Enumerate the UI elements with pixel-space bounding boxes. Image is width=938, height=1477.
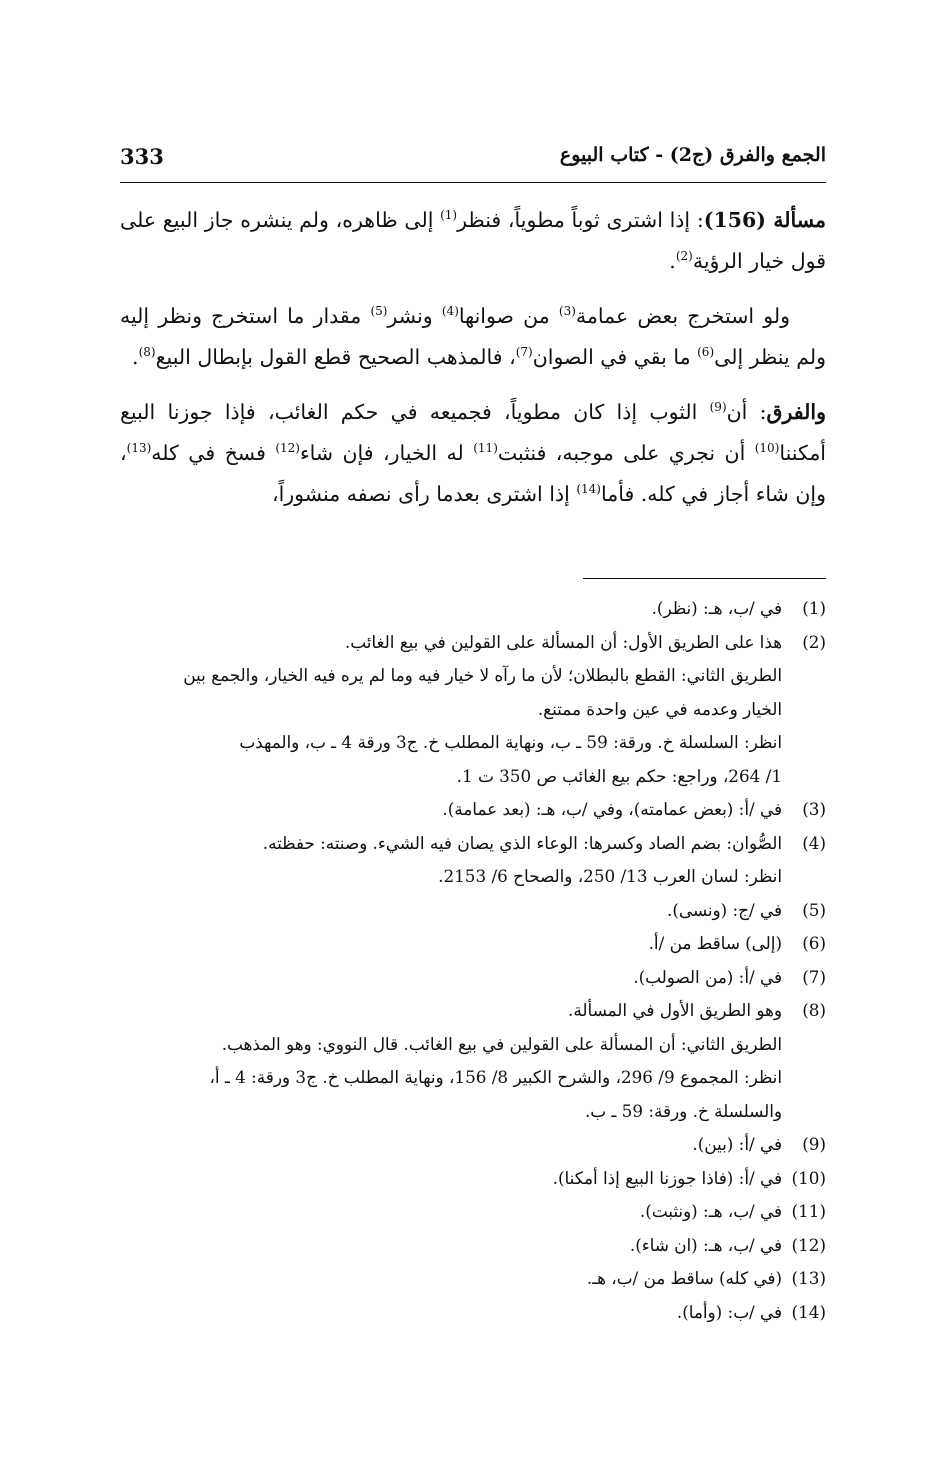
footnote-number: (8)	[802, 1000, 826, 1020]
footnote-text	[120, 894, 782, 928]
footnote-ref: (4)	[441, 304, 459, 319]
footnote-text	[120, 1229, 782, 1263]
footnote-ref: (14)	[576, 482, 601, 497]
footnote	[120, 994, 826, 1128]
footnote-number: (6)	[802, 933, 826, 953]
footnote-text	[120, 994, 782, 1128]
footnote-line: الصُّوان: بضم الصاد وكسرها: الوعاء الذي يصان فيه الشيء. وصنته: حفظته.	[262, 832, 782, 853]
text-span: مقدار ما استخرج ونظر إليه ولم ينظر إلى	[120, 304, 826, 369]
footnote-line: في /أ: (بعض عمامته)، وفي /ب، هـ: (بعد عمامة).	[442, 799, 782, 819]
text-span: : إذا اشترى ثوباً مطوياً، فنظر	[457, 208, 704, 232]
footnote-ref: (3)	[558, 304, 576, 319]
footnote-ref: (10)	[754, 441, 780, 456]
footnote-line: في /ج: (ونسى).	[667, 899, 782, 920]
footnote-ref: (6)	[697, 345, 715, 360]
footnote-line: في /أ: (فاذا جوزنا البيع إذا أمكنا).	[552, 1167, 782, 1188]
footnote	[120, 1195, 826, 1229]
footnote-line: في /أ: (بين).	[692, 1134, 782, 1154]
page-number: 333	[120, 144, 164, 169]
footnote-ref: (1)	[440, 208, 458, 223]
footnote-text	[120, 1262, 782, 1296]
footnote-text	[120, 793, 782, 827]
footnote-line: هذا على الطريق الأول: أن المسألة على القولين في بيع الغائب.	[344, 631, 782, 652]
footnote-number: (9)	[802, 1134, 826, 1154]
footnote	[120, 827, 826, 894]
text-span: .	[132, 345, 139, 369]
footnote-line: 1/ 264، وراجع: حكم بيع الغائب ص 350 ت 1.	[456, 765, 782, 786]
paragraph-issue	[120, 200, 826, 282]
footnote-line: انظر: السلسلة خ. ورقة: 59 ـ ب، ونهاية المطلب خ. ج3 ورقة 4 ـ ب، والمهذب	[239, 732, 782, 752]
text-span: من صوانها	[458, 304, 559, 328]
footnote-line: انظر: المجموع 9/ 296، والشرح الكبير 8/ 156، ونهاية المطلب خ. ج3 ورقة: 4 ـ أ،	[209, 1067, 782, 1087]
footnote-number: (4)	[802, 832, 826, 853]
text-span: ما بقي في الصوان	[532, 345, 698, 369]
footnote-text	[120, 592, 782, 626]
footnote-line: انظر: لسان العرب 13/ 250، والصحاح 6/ 2153.	[438, 866, 782, 886]
footnote	[120, 592, 826, 626]
footnote-line: (في كله) ساقط من /ب، هـ.	[586, 1268, 782, 1288]
paragraph-case	[120, 296, 826, 378]
footnote-divider	[583, 578, 826, 579]
footnote	[120, 1262, 826, 1296]
footnote-ref: (9)	[709, 400, 727, 415]
footnote-ref: (7)	[515, 345, 533, 360]
footnote-number: (1)	[802, 598, 826, 618]
footnote	[120, 927, 826, 961]
footnote-ref: (5)	[370, 304, 388, 319]
footnote	[120, 961, 826, 995]
footnote-number: (10)	[791, 1167, 826, 1188]
text-span: .	[669, 249, 676, 273]
footnote-line: الطريق الثاني: أن المسألة على القولين في بيع الغائب. قال النووي: وهو المذهب.	[221, 1033, 782, 1054]
footnote-number: (12)	[791, 1234, 826, 1255]
footnote-line: وهو الطريق الأول في المسألة.	[568, 1000, 782, 1020]
main-text	[120, 200, 826, 529]
page-header	[120, 140, 826, 183]
footnote-number: (2)	[802, 631, 826, 652]
footnote-number: (14)	[791, 1301, 826, 1322]
footnote-line: في /ب، هـ: (نظر).	[651, 598, 782, 618]
footnote-line: في /ب: (وأما).	[676, 1301, 782, 1322]
text-span: إلى ظاهره، ولم ينشره جاز البيع على قول خيار الرؤية	[120, 208, 826, 273]
text-span: الثوب إذا كان مطوياً، فجميعه في حكم الغائب، فإذا جوزنا البيع أمكننا	[120, 400, 826, 465]
text-span: فسخ في كله	[151, 441, 276, 465]
footnote	[120, 894, 826, 928]
footnote	[120, 793, 826, 827]
footnote	[120, 1229, 826, 1263]
footnote	[120, 1162, 826, 1196]
footnote	[120, 1296, 826, 1330]
footnote-line: في /ب، هـ: (ان شاء).	[629, 1234, 782, 1255]
footnote-text	[120, 1296, 782, 1330]
difference-heading: والفرق	[766, 400, 826, 424]
footnote-line: والسلسلة خ. ورقة: 59 ـ ب.	[584, 1100, 782, 1121]
footnote-line: في /ب، هـ: (ونثبت).	[639, 1201, 782, 1221]
footnote-line: الطريق الثاني: القطع بالبطلان؛ لأن ما رآه لا خيار فيه وما لم يره فيه الخيار، والجمع بين	[183, 665, 782, 685]
footnote-ref: (13)	[126, 441, 152, 456]
text-span: ونشر	[387, 304, 442, 328]
footnote-ref: (2)	[675, 249, 693, 264]
footnote-ref: (12)	[275, 441, 300, 456]
footnote-text	[120, 1128, 782, 1162]
footnote-number: (7)	[802, 966, 826, 987]
issue-heading: مسألة (156)	[703, 208, 826, 232]
footnote-text	[120, 1162, 782, 1196]
footnote-number: (5)	[802, 899, 826, 920]
footnote-number: (13)	[791, 1268, 826, 1288]
footnote-number: (3)	[802, 799, 826, 819]
text-span: ، فالمذهب الصحيح قطع القول بإبطال البيع	[155, 345, 516, 369]
footnote-text	[120, 927, 782, 961]
text-span: أن نجري على موجبه، فنثبت	[497, 441, 755, 465]
footnote	[120, 1128, 826, 1162]
running-title: الجمع والفرق (ج2) - كتاب البيوع	[559, 144, 826, 166]
footnote-text	[120, 626, 782, 794]
footnote	[120, 626, 826, 794]
text-span: : أن	[726, 400, 767, 424]
text-span: له الخيار، فإن شاء	[299, 441, 474, 465]
text-span: ، وإن شاء أجاز في كله. فأما	[120, 441, 826, 506]
paragraph-difference	[120, 392, 826, 515]
footnote-ref: (11)	[473, 441, 498, 456]
footnote-ref: (8)	[138, 345, 156, 360]
footnote-line: (إلى) ساقط من /أ.	[648, 933, 782, 953]
footnotes-section	[120, 592, 826, 1329]
footnote-text	[120, 827, 782, 894]
text-span: إذا اشترى بعدما رأى نصفه منشوراً،	[271, 482, 577, 506]
footnote-text	[120, 961, 782, 995]
footnote-number: (11)	[791, 1201, 826, 1221]
text-span: ولو استخرج بعض عمامة	[575, 304, 790, 328]
footnote-line: في /أ: (من الصولب).	[633, 966, 782, 987]
footnote-text	[120, 1195, 782, 1229]
footnote-line: الخيار وعدمه في عين واحدة ممتنع.	[537, 698, 782, 719]
